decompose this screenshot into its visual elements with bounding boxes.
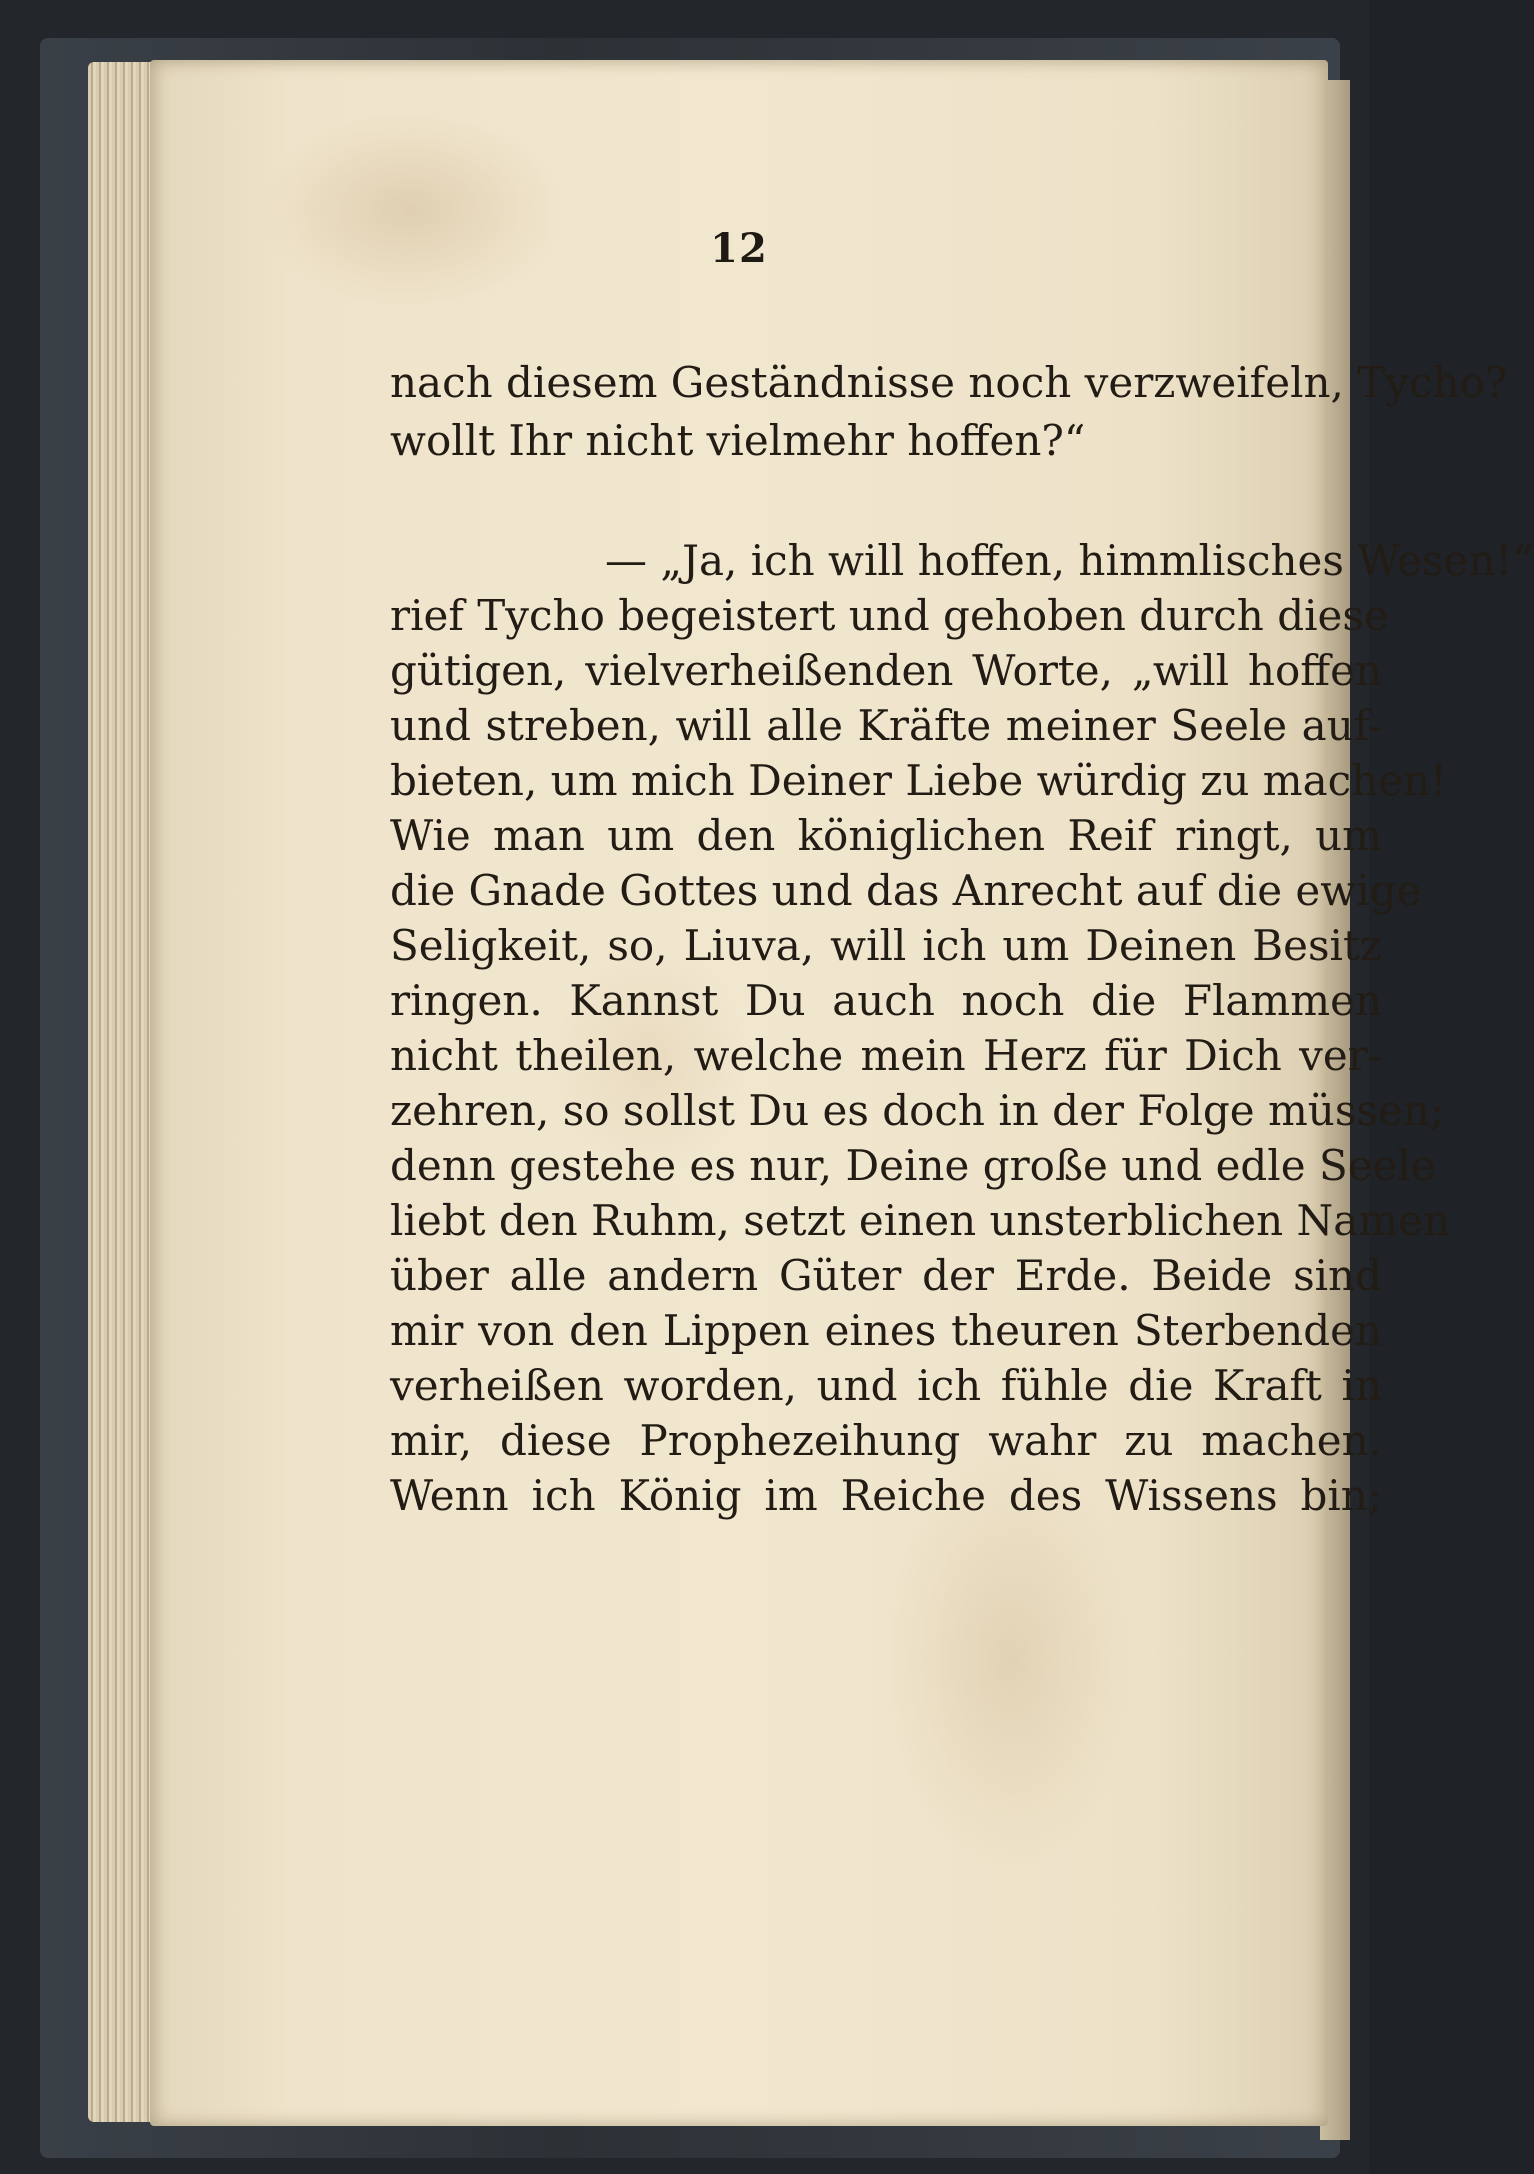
text-line: liebt den Ruhm, setzt einen unsterblichen Namen xyxy=(390,1196,1451,1245)
text-line: gütigen, vielverheißenden Worte, „will hoffen xyxy=(390,646,1382,695)
text-line: wollt Ihr nicht vielmehr hoffen?“ xyxy=(390,416,1086,465)
text-line: nach diesem Geständnisse noch verzweifeln, Tycho? xyxy=(390,358,1508,407)
book-page xyxy=(150,60,1534,2126)
text-line: rief Tycho begeistert und gehoben durch diese xyxy=(390,591,1389,640)
page-number: 12 xyxy=(710,225,768,272)
text-line: über alle andern Güter der Erde. Beide sind xyxy=(390,1251,1382,1300)
text-line: denn gestehe es nur, Deine große und edle Seele xyxy=(390,1141,1436,1190)
text-line: bieten, um mich Deiner Liebe würdig zu machen! xyxy=(390,756,1448,805)
text-line: Wie man um den königlichen Reif ringt, um xyxy=(390,811,1382,860)
text-line: Seligkeit, so, Liuva, will ich um Deinen Besitz xyxy=(390,921,1382,970)
text-line: mir, diese Prophezeihung wahr zu machen. xyxy=(390,1416,1382,1465)
text-line: verheißen worden, und ich fühle die Kraft in xyxy=(390,1361,1382,1410)
text-line: und streben, will alle Kräfte meiner Seele auf- xyxy=(390,701,1382,750)
text-line: zehren, so sollst Du es doch in der Folge müssen; xyxy=(390,1086,1445,1135)
text-line: Wenn ich König im Reiche des Wissens bin; xyxy=(390,1471,1382,1520)
text-line: — „Ja, ich will hoffen, himmlisches Wesen!“ xyxy=(605,536,1534,585)
text-line: mir von den Lippen eines theuren Sterbenden xyxy=(390,1306,1382,1355)
text-line: nicht theilen, welche mein Herz für Dich ver- xyxy=(390,1031,1382,1080)
text-line: ringen. Kannst Du auch noch die Flammen xyxy=(390,976,1382,1025)
text-line: die Gnade Gottes und das Anrecht auf die ewige xyxy=(390,866,1422,915)
